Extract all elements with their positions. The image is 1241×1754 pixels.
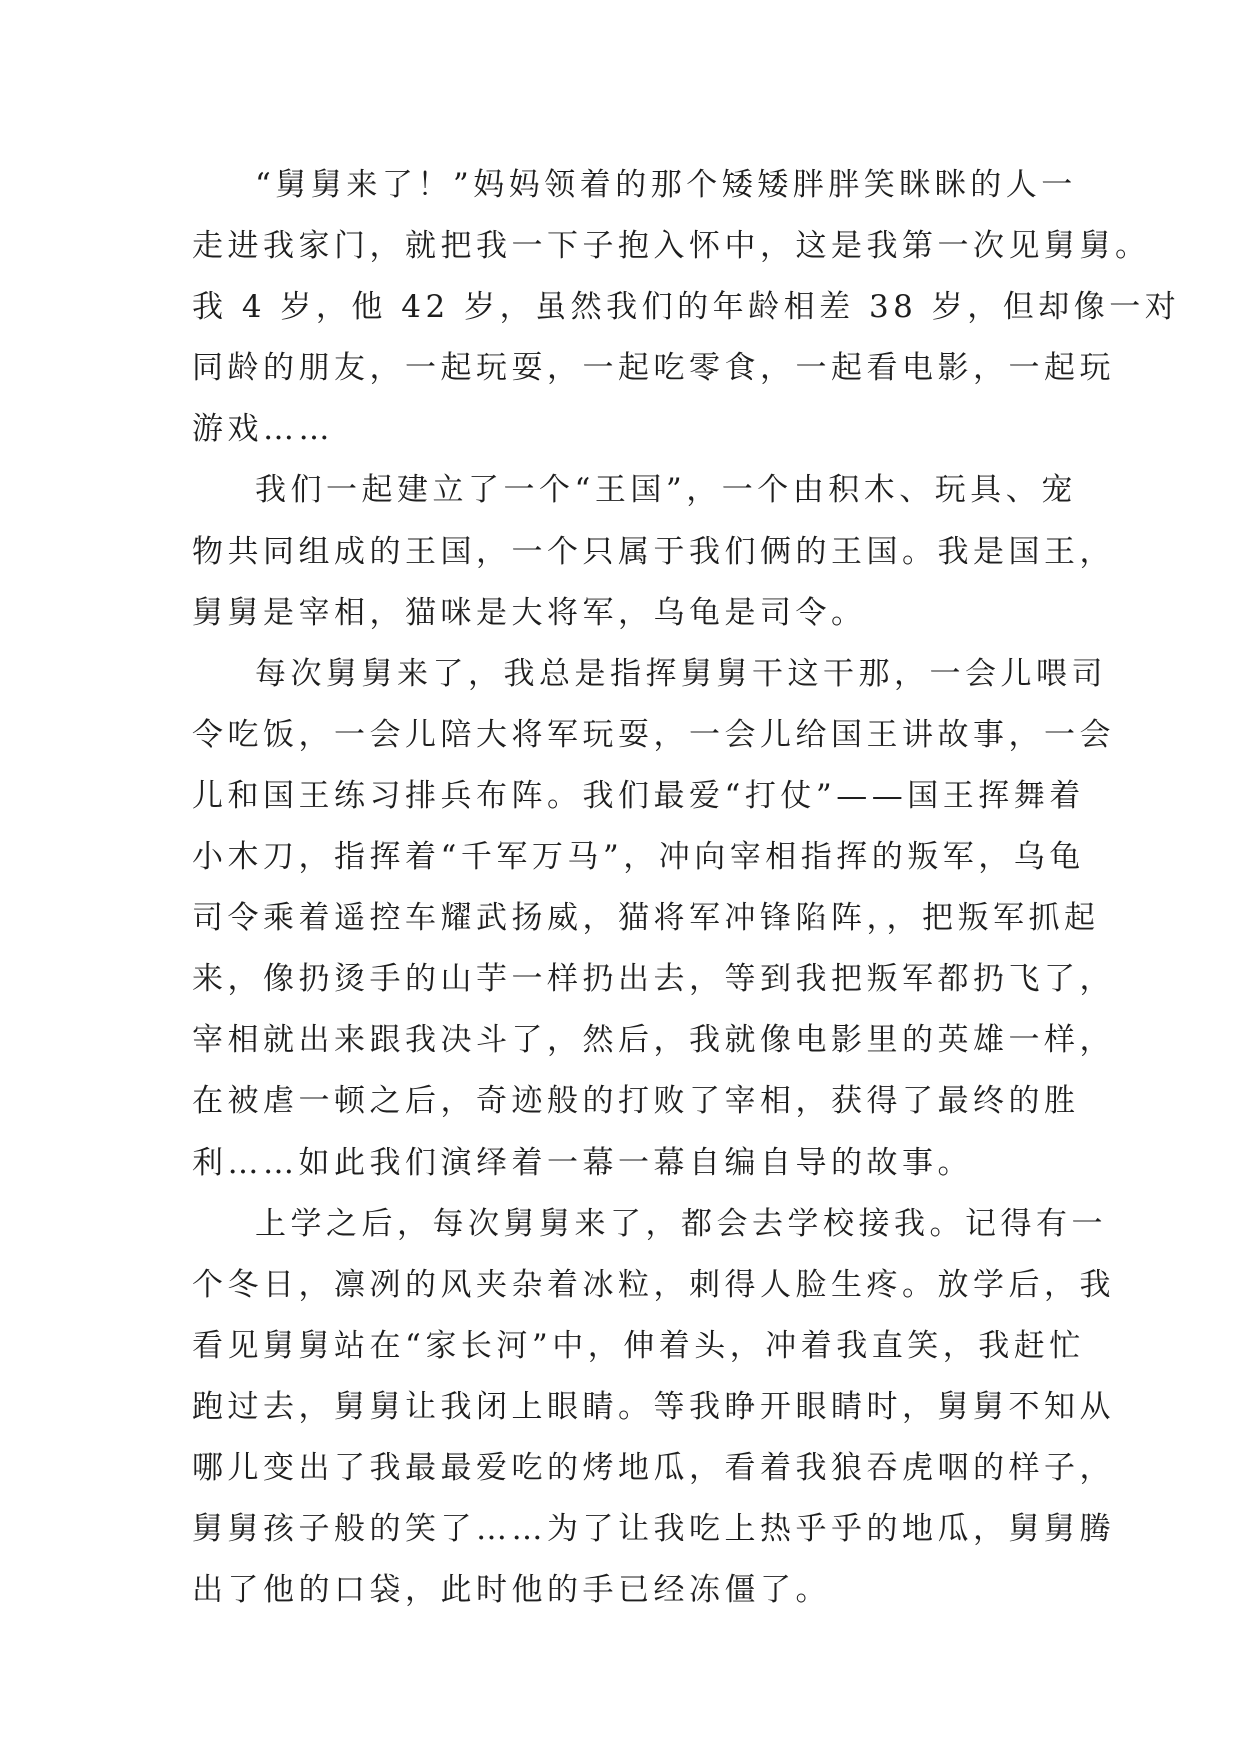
paragraph-2-line-2: 物共同组成的王国，一个只属于我们俩的王国。我是国王， xyxy=(192,533,1115,570)
paragraph-1-line-2: 走进我家门，就把我一下子抱入怀中，这是我第一次见舅舅。 xyxy=(192,228,1151,265)
paragraph-1-line-4: 同龄的朋友，一起玩耍，一起吃零食，一起看电影，一起玩 xyxy=(192,350,1115,387)
essay-body xyxy=(192,155,1181,1621)
paragraph-4-line-6: 舅舅孩子般的笑了……为了让我吃上热乎乎的地瓜，舅舅腾 xyxy=(192,1511,1115,1548)
paragraph-4-line-1: 上学之后，每次舅舅来了，都会去学校接我。记得有一 xyxy=(255,1205,1107,1242)
paragraph-2-line-1: 我们一起建立了一个“王国”，一个由积木、玩具、宠 xyxy=(255,472,1077,509)
paragraph-3-line-7: 宰相就出来跟我决斗了，然后，我就像电影里的英雄一样， xyxy=(192,1022,1115,1059)
paragraph-1-line-3: 我 4 岁，他 42 岁，虽然我们的年龄相差 38 岁，但却像一对 xyxy=(192,289,1181,326)
paragraph-3-line-8: 在被虐一顿之后，奇迹般的打败了宰相，获得了最终的胜 xyxy=(192,1083,1080,1120)
paragraph-3-line-3: 儿和国王练习排兵布阵。我们最爱“打仗”——国王挥舞着 xyxy=(192,777,1085,814)
paragraph-3-line-5: 司令乘着遥控车耀武扬威，猫将军冲锋陷阵，，把叛军抓起 xyxy=(192,900,1100,937)
paragraph-3-line-4: 小木刀，指挥着“千军万马”，冲向宰相指挥的叛军，乌龟 xyxy=(192,839,1085,876)
paragraph-4-line-3: 看见舅舅站在“家长河”中，伸着头，冲着我直笑，我赶忙 xyxy=(192,1327,1085,1364)
paragraph-3-line-2: 令吃饭，一会儿陪大将军玩耍，一会儿给国王讲故事，一会 xyxy=(192,716,1115,753)
paragraph-2-line-3: 舅舅是宰相，猫咪是大将军，乌龟是司令。 xyxy=(192,594,867,631)
paragraph-3-line-1: 每次舅舅来了，我总是指挥舅舅干这干那，一会儿喂司 xyxy=(255,655,1107,692)
paragraph-4-line-4: 跑过去，舅舅让我闭上眼睛。等我睁开眼睛时，舅舅不知从 xyxy=(192,1388,1115,1425)
paragraph-4-line-7: 出了他的口袋，此时他的手已经冻僵了。 xyxy=(192,1572,831,1609)
paragraph-4-line-5: 哪儿变出了我最最爱吃的烤地瓜，看着我狼吞虎咽的样子， xyxy=(192,1449,1115,1486)
paragraph-3-line-6: 来，像扔烫手的山芋一样扔出去，等到我把叛军都扔飞了， xyxy=(192,961,1115,998)
paragraph-4-line-2: 个冬日，凛冽的风夹杂着冰粒，刺得人脸生疼。放学后，我 xyxy=(192,1266,1115,1303)
paragraph-3-line-9: 利……如此我们演绎着一幕一幕自编自导的故事。 xyxy=(192,1144,973,1181)
paragraph-1-line-1: “舅舅来了！”妈妈领着的那个矮矮胖胖笑眯眯的人一 xyxy=(255,167,1077,203)
paragraph-1-line-5: 游戏…… xyxy=(192,411,334,448)
